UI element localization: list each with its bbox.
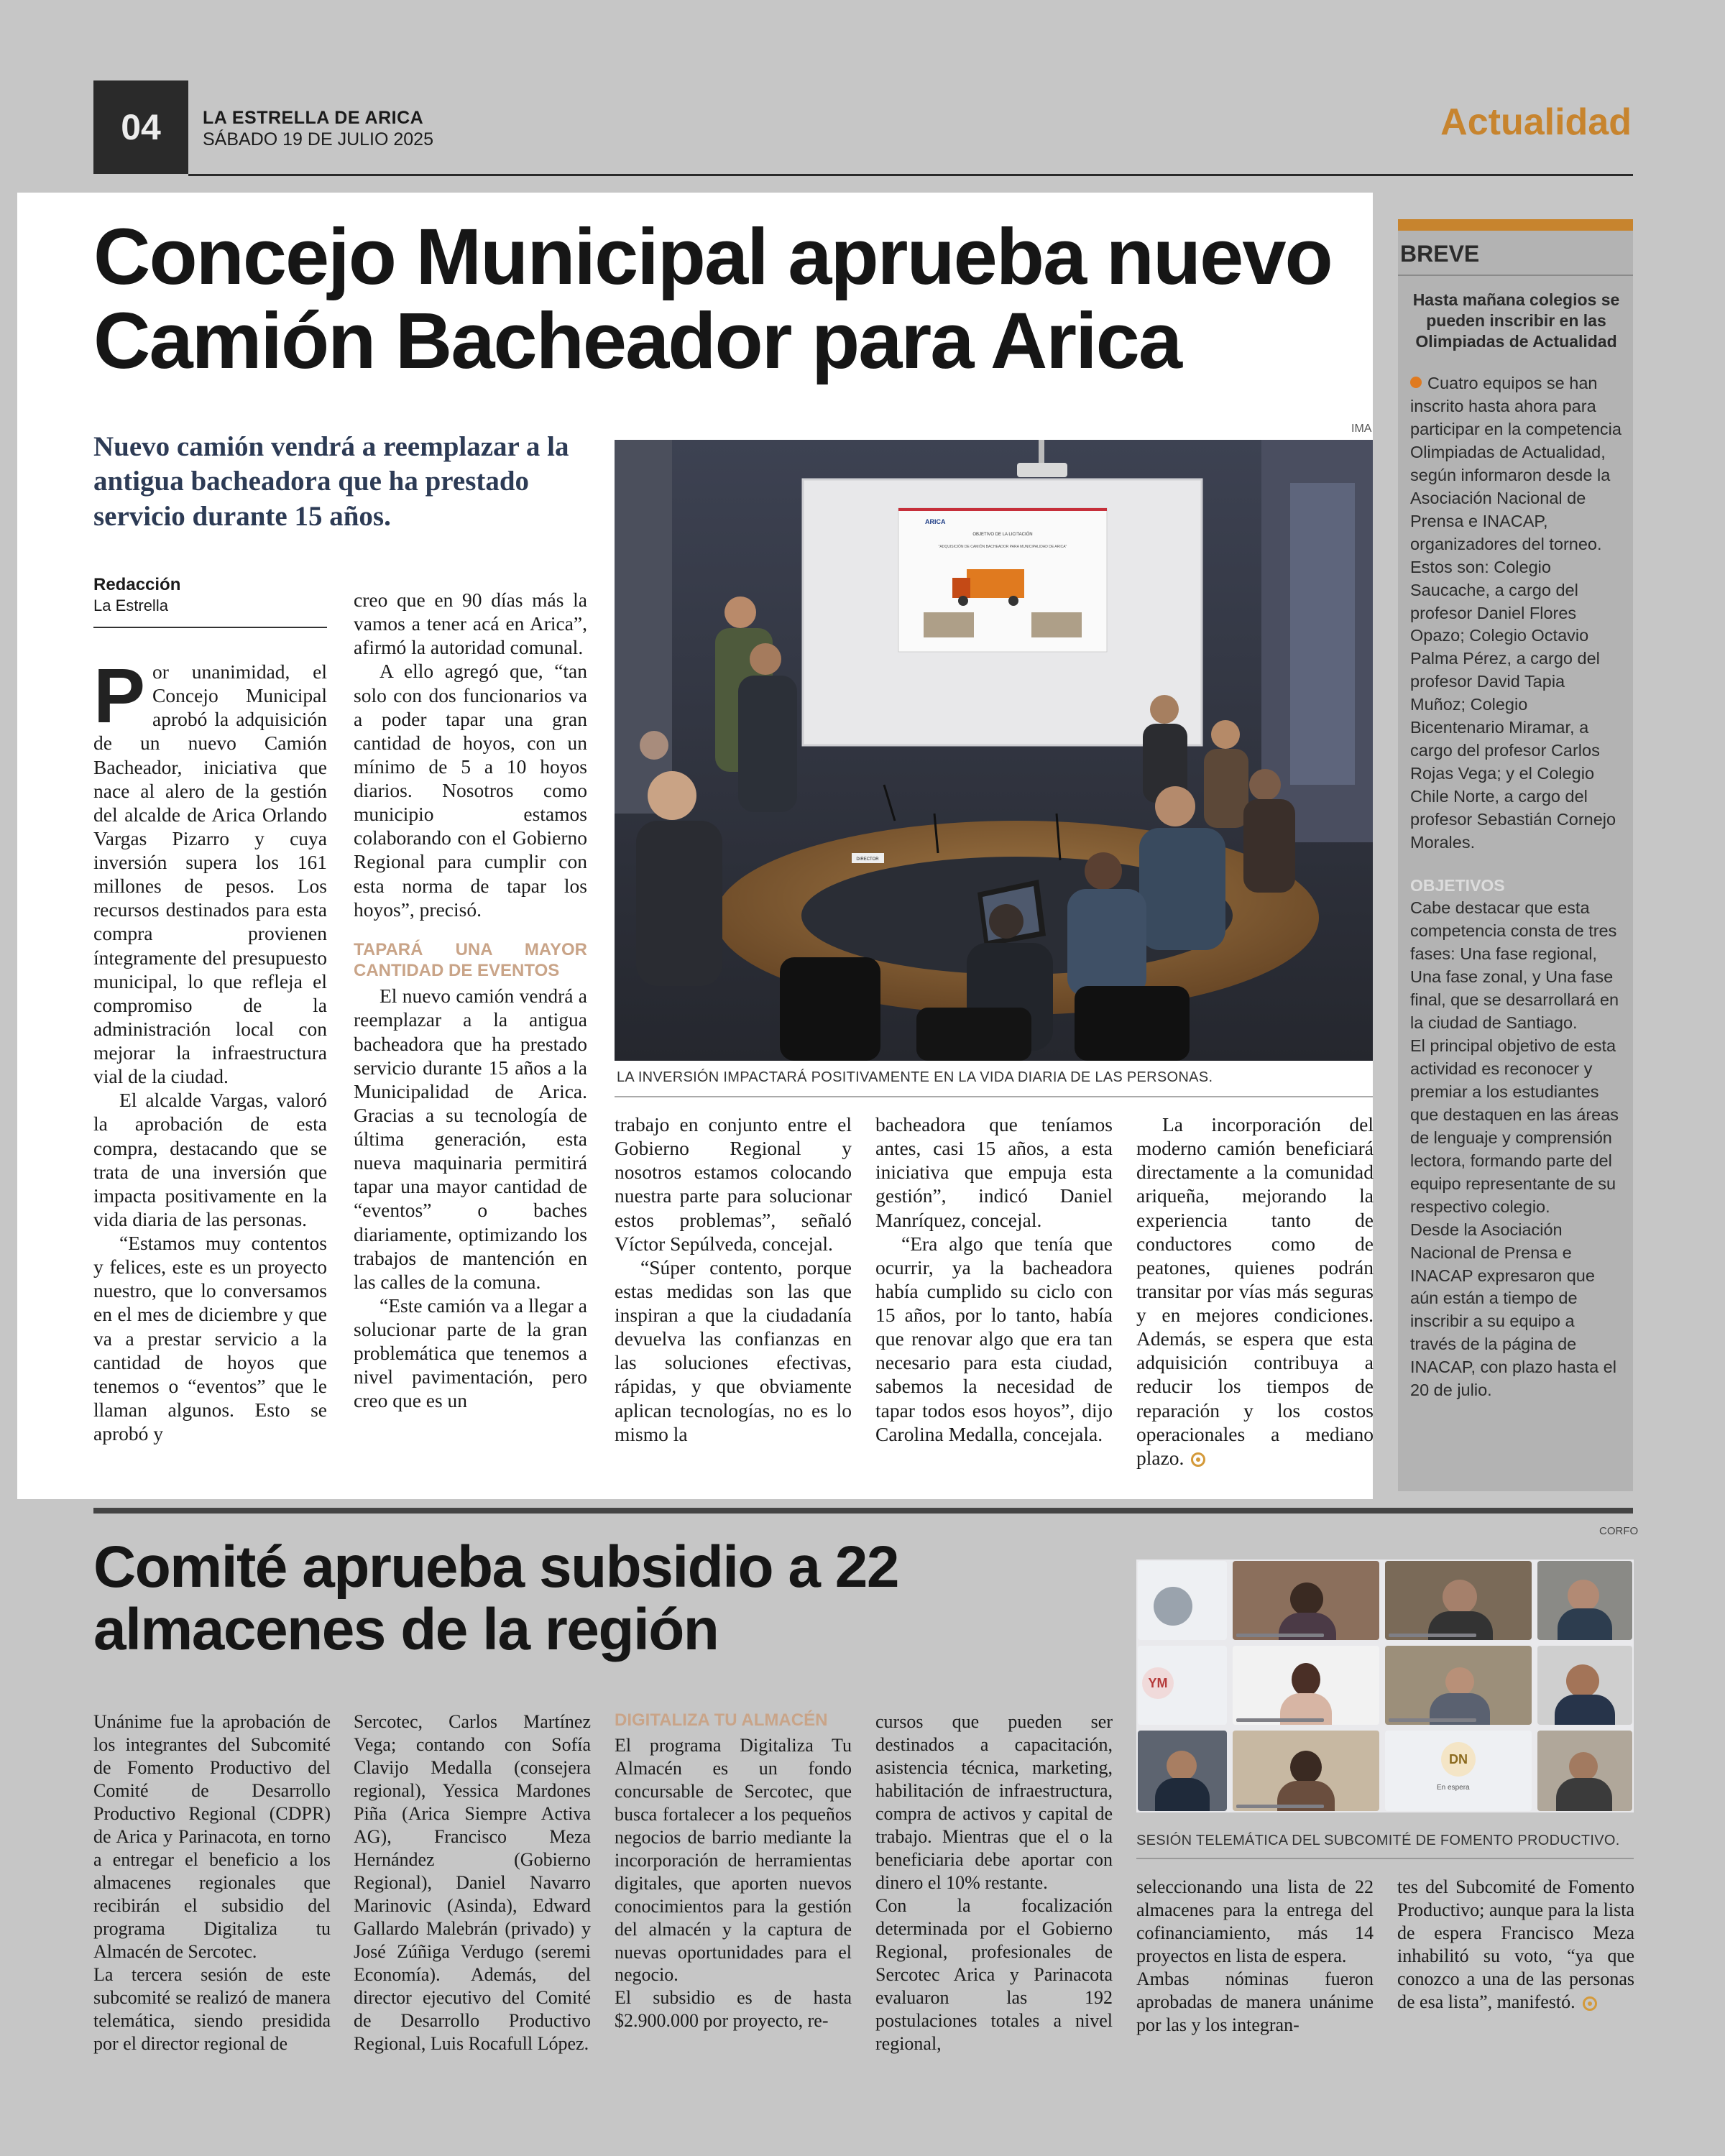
video-tile — [1233, 1731, 1379, 1811]
photo-caption: SESIÓN TELEMÁTICA DEL SUBCOMITÉ DE FOMENTO PRODUCTIVO. — [1136, 1833, 1620, 1848]
caption-rule — [615, 1096, 1373, 1097]
publication-date: SÁBADO 19 DE JULIO 2025 — [203, 129, 433, 149]
page-number: 04 — [93, 80, 188, 174]
second-column-2 — [354, 1710, 591, 2055]
second-paragraph: El programa Digitaliza Tu Almacén es un fondo concursable de Sercotec, que busca fortalecer a los pequeños negocios de barrio mediante la incorporación de herramientas digitales, que aporten nuevos conocimientos para la gestión del almacén y la captura de nuevas oportunidades para el negocio. — [615, 1734, 852, 1986]
sidebar-rule — [1398, 275, 1633, 276]
slide-subtitle: "ADQUISICIÓN DE CAMIÓN BACHEADOR PARA MUNICIPALIDAD DE ARICA" — [938, 545, 1067, 549]
waiting-label: En espera — [1437, 1784, 1470, 1792]
main-column-2 — [354, 588, 587, 1413]
sidebar-accent-bar — [1398, 219, 1633, 231]
second-paragraph: Ambas nóminas fueron aprobadas de manera unánime por las y los integran- — [1136, 1968, 1374, 2035]
video-tile — [1385, 1561, 1532, 1640]
main-paragraph: “Era algo que tenía que ocurrir, ya la bacheadora había cumplido su ciclo con 15 años, por lo tanto, había que renovar algo que era tan necesario para esta ciudad, sabemos la necesidad de tapar todos esos hoyos”, dijo Carolina Medalla, concejala. — [875, 1232, 1113, 1445]
video-tile — [1138, 1646, 1227, 1725]
video-tile — [1537, 1561, 1632, 1640]
main-paragraph: bacheadora que teníamos antes, casi 15 años, a esta iniciativa que empuja esta gestión”, indicó Daniel Manríquez, concejal. — [875, 1113, 1113, 1231]
video-tile — [1233, 1561, 1379, 1640]
video-tile — [1233, 1646, 1379, 1725]
sidebar-body — [1410, 372, 1622, 1402]
end-mark-icon — [1583, 1996, 1597, 2011]
video-tile — [1385, 1731, 1532, 1811]
slide-brand: ARICA — [925, 518, 946, 525]
publication-name: LA ESTRELLA DE ARICA — [203, 108, 424, 128]
main-paragraph: “Súper contento, porque estas medidas son las que inspiran a que la ciudadanía devuelva las confianzas en las soluciones efectivas, rápidas, y que obviamente aplican tecnologías, no es lo mismo la — [615, 1256, 852, 1445]
main-paragraph: “Este camión va a llegar a solucionar parte de la gran problemática que tenemos a nivel pavimentación, pero creo que es un — [354, 1294, 587, 1412]
main-column-1 — [93, 652, 327, 1445]
main-column-4 — [875, 1112, 1113, 1446]
second-column-3 — [615, 1710, 852, 2032]
main-paragraph: A ello agregó que, “tan solo con dos funcionarios va a poder tapar una gran cantidad de hoyos, con un mínimo de 5 a 10 hoyos diarios. Nosotros como municipio estamos colaborando con el Gobierno Regional para cumplir con esta norma de tapar los hoyos”, precisó. — [354, 660, 587, 921]
video-tile — [1537, 1646, 1632, 1725]
photo-caption: LA INVERSIÓN IMPACTARÁ POSITIVAMENTE EN LA VIDA DIARIA DE LAS PERSONAS. — [617, 1069, 1213, 1085]
video-tile — [1138, 1731, 1227, 1811]
byline-rule — [93, 627, 327, 628]
sidebar-title: Hasta mañana colegios se pueden inscribir en las Olimpiadas de Actualidad — [1412, 290, 1620, 351]
video-tile — [1537, 1731, 1632, 1811]
main-paragraph: trabajo en conjunto entre el Gobierno Regional y nosotros estamos colocando nuestra parte para solucionar estos problemas”, señaló Víctor Sepúlveda, concejal. — [615, 1113, 852, 1255]
caption-rule — [1136, 1858, 1634, 1859]
participant-initials: YM — [1142, 1667, 1174, 1699]
main-paragraph: or unanimidad, el Concejo Municipal aprobó la adquisición de un nuevo Camión Bacheador, iniciativa que nace al alero de la gestión del alcalde de Arica Orlando Vargas Pizarro y cuya inversión supera los 161 millones de pesos. Los recursos destinados para esta compra provienen íntegramente del presupuesto municipal, lo que refleja el compromiso de la administración local con mejorar la infraestructura vial de la ciudad. — [93, 660, 327, 1088]
bullet-icon — [1410, 377, 1422, 388]
byline-org: La Estrella — [93, 596, 168, 614]
second-column-1 — [93, 1710, 331, 2055]
main-subhead: TAPARÁ UNA MAYOR CANTIDAD DE EVENTOS — [354, 939, 587, 980]
drop-cap: P — [93, 652, 146, 739]
second-column-4 — [875, 1710, 1113, 2055]
video-tile — [1138, 1561, 1227, 1640]
sidebar-paragraph: Cabe destacar que esta competencia consta de tres fases: Una fase regional, Una fase zonal, y Una fase final, que se desarrollará en la ciudad de Santiago. — [1410, 898, 1619, 1033]
sidebar-paragraph: El principal objetivo de esta actividad es reconocer y premiar a los estudiantes que destaquen en las áreas de lenguaje y comprensión lectora, formando parte del equipo representante de su respectivo colegio. — [1410, 1036, 1619, 1216]
main-column-3 — [615, 1112, 852, 1446]
story-divider — [93, 1508, 1633, 1514]
header-rule — [188, 174, 1633, 176]
photo-credit: IMA — [1351, 423, 1372, 435]
second-headline: Comité aprueba subsidio a 22 almacenes de la región — [93, 1534, 898, 1662]
second-paragraph: Unánime fue la aprobación de los integrantes del Subcomité de Fomento Productivo del Comité de Desarrollo Productivo Regional (CDPR) de Arica y Parinacota, en torno a entregar el beneficio a los almacenes regionales que recibirán el subsidio del programa Digitaliza tu Almacén de Sercotec. — [93, 1711, 331, 1962]
video-call-photo — [1136, 1560, 1634, 1812]
second-column-6 — [1397, 1876, 1634, 2014]
main-paragraph: “Estamos muy contentos y felices, este es un proyecto nuestro, que lo conversamos en el mes de diciembre y que va a prestar servicio a la cantidad de hoyos que tenemos o “eventos” que le llaman algunos. Esto se aprobó y — [93, 1232, 327, 1445]
second-paragraph: El subsidio es de hasta $2.900.000 por proyecto, re- — [615, 1987, 852, 2032]
second-paragraph: Sercotec, Carlos Martínez Vega; contando con Sofía Clavijo Medalla (consejera regional), Yessica Mardones Piña (Arica Siempre Activa AG), Francisco Meza Hernández (Gobierno Regional), Daniel Navarro Marinovic (Asinda), Edward Gallardo Malebrán (privado) y José Zúñiga Verdugo (seremi Economía). Además, del director ejecutivo del Comité de Desarrollo Productivo Regional, Luis Rocafull López. — [354, 1711, 591, 2054]
table-sign: DIRECTOR — [856, 857, 879, 862]
participant-initials: DN — [1441, 1742, 1476, 1777]
end-mark-icon — [1191, 1452, 1205, 1467]
second-paragraph: seleccionando una lista de 22 almacenes para la entrega del cofinanciamiento, más 14 proyectos en lista de espera. — [1136, 1876, 1374, 1966]
main-paragraph: creo que en 90 días más la vamos a tener acá en Arica”, afirmó la autoridad comunal. — [354, 589, 587, 659]
sidebar-paragraph: Cuatro equipos se han inscrito hasta ahora para participar en la competencia Olimpiadas de Actualidad, según informaron desde la Asociación Nacional de Prensa e INACAP, organizadores del torneo. Estos son: Colegio Saucache, a cargo del profesor Daniel Flores Opazo; Colegio Octavio Palma Pérez, a cargo del profesor David Tapia Muñoz; Colegio Bicentenario Miramar, a cargo del profesor Carlos Rojas Vega; y el Colegio Chile Norte, a cargo del profesor Sebastián Cornejo Morales. — [1410, 374, 1622, 852]
second-paragraph: La tercera sesión de este subcomité se realizó de manera telemática, siendo presidida por el director regional de — [93, 1963, 331, 2054]
main-paragraph: El alcalde Vargas, valoró la aprobación de esta compra, destacando que se trata de una inversión que impacta positivamente en la vida diaria de las personas. — [93, 1089, 327, 1230]
main-paragraph: El nuevo camión vendrá a reemplazar a la antigua bacheadora que ha prestado servicio durante 15 años a la Municipalidad de Arica. Gracias a su tecnología de última generación, esta nueva maquinaria permitirá tapar una mayor cantidad de “eventos” o baches diariamente, optimizando los trabajos de mantención en las calles de la comuna. — [354, 985, 587, 1293]
main-paragraph: La incorporación del moderno camión beneficiará directamente a la comunidad ariqueña, mejorando la experiencia tanto de conductores como de peatones, quienes podrán transitar por vías más seguras y en mejores condiciones. Además, se espera que esta adquisición contribuya a reducir los tiempos de reparación y los costos operacionales a mediano plazo. — [1136, 1113, 1374, 1469]
second-paragraph: Con la focalización determinada por el Gobierno Regional, profesionales de Sercotec Arica y Parinacota evaluaron las 192 postulaciones totales a nivel regional, — [875, 1894, 1113, 2054]
sidebar-label: BREVE — [1400, 241, 1480, 267]
main-headline: Concejo Municipal aprueba nuevo Camión Bacheador para Arica — [93, 213, 1332, 385]
section-name: Actualidad — [1440, 101, 1632, 143]
second-column-5 — [1136, 1876, 1374, 2037]
second-subhead: DIGITALIZA TU ALMACÉN — [615, 1710, 828, 1730]
sidebar-subhead: OBJETIVOS — [1410, 876, 1505, 895]
slide-title: OBJETIVO DE LA LICITACIÓN — [972, 533, 1033, 537]
meeting-photo — [615, 440, 1373, 1061]
second-paragraph: cursos que pueden ser destinados a capacitación, asistencia técnica, marketing, habilitación de infraestructura, compra de activos y capital de trabajo. Mientras que el o la beneficiaria debe aportar con dinero el 10% restante. — [875, 1711, 1113, 1893]
main-deck: Nuevo camión vendrá a reemplazar a la antigua bacheadora que ha prestado servicio durante 15 años. — [93, 431, 569, 532]
meeting-photo-illustration — [615, 440, 1373, 1061]
video-tile — [1385, 1646, 1532, 1725]
sidebar-paragraph: Desde la Asociación Nacional de Prensa e INACAP expresaron que aún están a tiempo de inscribir a su equipo a través de la página de INACAP, con plazo hasta el 20 de julio. — [1410, 1220, 1616, 1400]
main-column-5 — [1136, 1112, 1374, 1470]
photo-credit: CORFO — [1599, 1525, 1639, 1537]
second-paragraph: tes del Subcomité de Fomento Productivo; aunque para la lista de espera Francisco Meza inhabilitó su voto, “ya que conozco a una de las personas de esa lista”, manifestó. — [1397, 1876, 1634, 2012]
byline-name: Redacción — [93, 575, 181, 594]
